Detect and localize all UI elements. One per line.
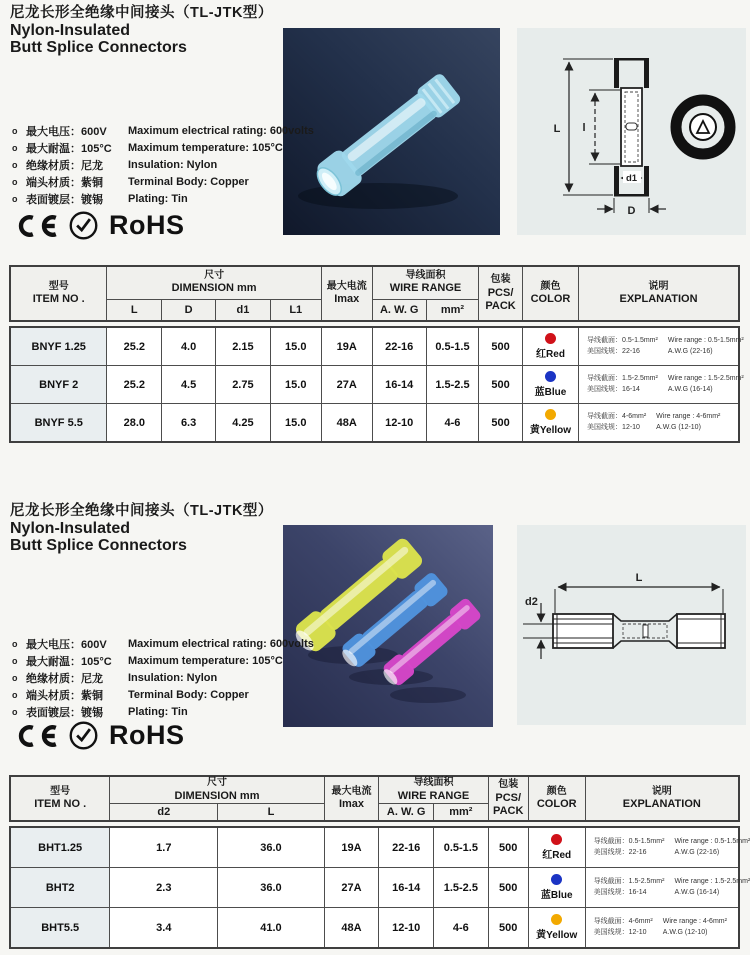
section-title	[10, 504, 273, 554]
spec-english: Terminal Body: Copper	[128, 175, 249, 188]
col-explanation: 说明 EXPLANATION	[585, 776, 739, 821]
col-wire-range: 导线面积 WIRE RANGE	[379, 776, 488, 803]
value-cell: 27A	[321, 366, 372, 404]
spec-english: Insulation: Nylon	[128, 158, 218, 171]
value-cell: 2.75	[216, 366, 271, 404]
explanation-text	[586, 917, 738, 938]
spec-table-area	[9, 775, 750, 949]
spec-list	[12, 122, 314, 207]
value-cell: 500	[488, 827, 528, 868]
explanation-line: Wire range : 4-6mm²	[656, 413, 721, 420]
value-cell: 1.5-2.5	[426, 366, 478, 404]
bullet-icon: o	[12, 672, 18, 683]
item-no-cell: BNYF 5.5	[10, 404, 107, 443]
title-english-line2: Butt Splice Connectors	[10, 38, 187, 56]
spec-row	[12, 139, 314, 156]
color-name: 蓝Blue	[534, 387, 567, 398]
explanation-line: Wire range : 1.5-2.5mm²	[674, 878, 750, 886]
bullet-icon: o	[12, 176, 18, 187]
spec-row	[12, 686, 314, 703]
value-cell: 15.0	[270, 404, 321, 443]
value-cell: 22-16	[372, 327, 426, 366]
spec-row	[12, 652, 314, 669]
svg-text:d2: d2	[525, 596, 538, 608]
explanation-column	[674, 877, 750, 898]
spec-list	[12, 635, 314, 720]
value-cell: 27A	[324, 868, 379, 908]
explanation-column	[663, 917, 727, 938]
spec-english: Maximum temperature: 105°C	[128, 141, 283, 154]
explanation-line: Wire range : 0.5-1.5mm²	[667, 337, 744, 344]
product-photo	[283, 525, 493, 727]
col-explanation: 说明 EXPLANATION	[579, 266, 739, 321]
color-cell	[528, 827, 585, 868]
value-cell: 48A	[321, 404, 372, 443]
butt-splice-photo-illustration	[283, 28, 500, 235]
value-cell: 16-14	[372, 366, 426, 404]
explanation-line: A.W.G (12-10)	[656, 423, 701, 431]
explanation-line: A.W.G (16-14)	[667, 385, 713, 393]
explanation-line: 美国线规：22-16	[593, 848, 647, 856]
explanation-text	[586, 837, 750, 858]
value-cell: 500	[479, 327, 523, 366]
svg-text:D: D	[627, 205, 636, 217]
explanation-column	[674, 837, 750, 858]
spec-chinese: 最大耐温：105°C	[26, 655, 112, 668]
value-cell: 1.7	[110, 827, 218, 868]
bullet-icon: o	[12, 193, 18, 204]
col-item-no: 型号 ITEM NO .	[10, 266, 107, 321]
dimension-diagram	[517, 525, 746, 725]
value-cell: 4.25	[216, 404, 271, 443]
value-cell: 22-16	[379, 827, 434, 868]
item-no-cell: BHT5.5	[10, 908, 110, 949]
explanation-cell	[585, 827, 750, 868]
color-name: 红Red	[542, 850, 572, 862]
color-cell	[522, 327, 578, 366]
explanation-line: A.W.G (16-14)	[674, 888, 720, 896]
explanation-cell	[585, 908, 739, 949]
value-cell: 28.0	[107, 404, 162, 443]
table-body	[9, 326, 744, 443]
subcol-awg: A. W. G	[372, 299, 426, 321]
table-header	[9, 265, 740, 322]
explanation-line: Wire range : 0.5-1.5mm²	[674, 838, 750, 846]
col-color: 颜色 COLOR	[522, 266, 578, 321]
explanation-line: Wire range : 4-6mm²	[662, 918, 727, 926]
explanation-line: Wire range : 1.5-2.5mm²	[667, 375, 744, 382]
spec-row	[12, 669, 314, 686]
col-color: 颜色 COLOR	[528, 776, 585, 821]
col-item-no: 型号 ITEM NO .	[10, 776, 110, 821]
table-row	[10, 827, 739, 868]
spec-row	[12, 635, 314, 652]
title-english-line1: Nylon-Insulated	[10, 21, 131, 39]
color-name: 红Red	[536, 349, 565, 360]
spec-chinese: 端头材质：紫铜	[26, 176, 103, 189]
col-pack: 包装 PCS/ PACK	[488, 776, 528, 821]
spec-row	[12, 173, 314, 190]
value-cell: 500	[488, 908, 528, 949]
spec-chinese: 最大电压：600V	[26, 125, 107, 138]
item-no-cell: BNYF 2	[10, 366, 107, 404]
explanation-text	[586, 877, 750, 898]
table-row	[10, 327, 739, 366]
svg-text:L: L	[553, 123, 561, 135]
table-row	[10, 404, 739, 443]
explanation-column	[668, 374, 744, 395]
subcol-L1: L1	[270, 299, 321, 321]
explanation-line: 导线截面：1.5-2.5mm²	[587, 375, 658, 382]
value-cell: 36.0	[218, 827, 324, 868]
explanation-line: 导线截面：0.5-1.5mm²	[593, 838, 665, 846]
color-dot-icon	[545, 333, 556, 344]
subcol-mm2: mm²	[426, 299, 478, 321]
value-cell: 2.15	[216, 327, 271, 366]
col-imax: 最大电流 Imax	[321, 266, 372, 321]
value-cell: 25.2	[107, 327, 162, 366]
value-cell: 12-10	[372, 404, 426, 443]
value-cell: 0.5-1.5	[434, 827, 489, 868]
explanation-column	[587, 374, 658, 395]
title-english-line1: Nylon-Insulated	[10, 519, 131, 537]
explanation-line: 美国线规：16-14	[587, 385, 640, 393]
connector-technical-drawing	[517, 28, 746, 235]
subcol-L: L	[218, 803, 324, 821]
value-cell: 500	[479, 404, 523, 443]
connector-technical-drawing	[517, 525, 746, 725]
value-cell: 1.5-2.5	[434, 868, 489, 908]
value-cell: 12-10	[379, 908, 434, 949]
svg-text:l: l	[582, 122, 586, 134]
spec-chinese: 端头材质：紫铜	[26, 689, 103, 702]
subcol-D: D	[162, 299, 216, 321]
bullet-icon: o	[12, 638, 18, 649]
col-imax: 最大电流 Imax	[324, 776, 379, 821]
rohs-logo: RoHS	[109, 720, 185, 750]
explanation-line: 美国线规：12-10	[593, 928, 647, 936]
color-cell	[528, 868, 585, 908]
value-cell: 48A	[324, 908, 379, 949]
butt-splice-photo-illustration	[283, 525, 493, 727]
explanation-cell	[585, 868, 750, 908]
spec-english: Insulation: Nylon	[128, 671, 218, 684]
bullet-icon: o	[12, 706, 18, 717]
ce-logo-icon	[12, 211, 58, 241]
table-row	[10, 868, 739, 908]
col-wire-range: 导线面积 WIRE RANGE	[372, 266, 478, 299]
value-cell: 3.4	[110, 908, 218, 949]
ce-logo-icon	[12, 721, 58, 751]
color-dot-icon	[545, 409, 556, 420]
color-dot-icon	[545, 371, 556, 382]
spec-chinese: 表面镀层：镀锡	[26, 193, 103, 206]
spec-row	[12, 156, 314, 173]
explanation-line: 导线截面：1.5-2.5mm²	[593, 878, 665, 886]
spec-row	[12, 703, 314, 720]
color-dot-icon	[551, 834, 562, 845]
explanation-cell	[579, 327, 744, 366]
value-cell: 16-14	[379, 868, 434, 908]
explanation-line: 美国线规：22-16	[587, 347, 640, 355]
explanation-cell	[579, 404, 739, 443]
explanation-text	[579, 336, 744, 357]
spec-english: Plating: Tin	[128, 705, 188, 718]
explanation-line: A.W.G (12-10)	[662, 928, 708, 936]
certification-logos	[12, 210, 185, 241]
explanation-column	[587, 412, 646, 433]
explanation-column	[656, 412, 720, 433]
value-cell: 4-6	[426, 404, 478, 443]
spec-english: Maximum electrical rating: 600volts	[128, 637, 314, 650]
value-cell: 4.5	[162, 366, 216, 404]
bullet-icon: o	[12, 655, 18, 666]
color-dot-icon	[551, 874, 562, 885]
color-cell	[522, 366, 578, 404]
table-row	[10, 908, 739, 949]
dimension-diagram	[517, 28, 746, 235]
value-cell: 2.3	[110, 868, 218, 908]
item-no-cell: BHT1.25	[10, 827, 110, 868]
color-cell	[528, 908, 585, 949]
spec-english: Maximum electrical rating: 600volts	[128, 124, 314, 137]
col-dimension: 尺寸 DIMENSION mm	[107, 266, 321, 299]
value-cell: 6.3	[162, 404, 216, 443]
spec-english: Maximum temperature: 105°C	[128, 654, 283, 667]
col-dimension: 尺寸 DIMENSION mm	[110, 776, 324, 803]
value-cell: 25.2	[107, 366, 162, 404]
value-cell: 4-6	[434, 908, 489, 949]
spec-chinese: 最大电压：600V	[26, 638, 107, 651]
spec-english: Plating: Tin	[128, 192, 188, 205]
spec-english: Terminal Body: Copper	[128, 688, 249, 701]
product-section-bnyf	[0, 0, 750, 470]
bullet-icon: o	[12, 125, 18, 136]
subcol-mm2: mm²	[434, 803, 489, 821]
explanation-line: 导线截面：4-6mm²	[587, 413, 647, 420]
value-cell: 4.0	[162, 327, 216, 366]
color-cell	[522, 404, 578, 443]
explanation-cell	[579, 366, 744, 404]
cert-circle-icon	[68, 720, 99, 751]
subcol-d2: d2	[110, 803, 218, 821]
subcol-awg: A. W. G	[379, 803, 434, 821]
color-name: 黄Yellow	[536, 930, 578, 942]
product-photo	[283, 28, 500, 235]
explanation-column	[668, 336, 744, 357]
section-title	[10, 6, 273, 56]
item-no-cell: BNYF 1.25	[10, 327, 107, 366]
svg-text:L: L	[635, 572, 643, 584]
explanation-column	[594, 917, 653, 938]
explanation-text	[579, 374, 744, 395]
table-body	[9, 826, 750, 949]
explanation-line: 导线截面：4-6mm²	[593, 918, 653, 926]
value-cell: 0.5-1.5	[426, 327, 478, 366]
explanation-line: 导线截面：0.5-1.5mm²	[587, 337, 658, 344]
product-section-bht	[0, 492, 750, 955]
explanation-line: A.W.G (22-16)	[667, 347, 713, 355]
certification-logos	[12, 720, 185, 751]
title-chinese: 尼龙长形全绝缘中间接头（TL-JTK型）	[10, 503, 273, 519]
value-cell: 500	[488, 868, 528, 908]
spec-chinese: 表面镀层：镀锡	[26, 706, 103, 719]
explanation-column	[594, 837, 665, 858]
subcol-L: L	[107, 299, 162, 321]
value-cell: 19A	[321, 327, 372, 366]
subcol-d1: d1	[216, 299, 271, 321]
explanation-line: 美国线规：16-14	[593, 888, 647, 896]
cert-circle-icon	[68, 210, 99, 241]
col-pack: 包装 PCS/ PACK	[479, 266, 523, 321]
explanation-column	[594, 877, 665, 898]
color-name: 黄Yellow	[529, 425, 572, 436]
bullet-icon: o	[12, 689, 18, 700]
title-english-line2: Butt Splice Connectors	[10, 536, 187, 554]
spec-row	[12, 190, 314, 207]
color-name: 蓝Blue	[540, 890, 573, 902]
value-cell: 15.0	[270, 327, 321, 366]
spec-row	[12, 122, 314, 139]
value-cell: 500	[479, 366, 523, 404]
spec-chinese: 绝缘材质：尼龙	[26, 159, 103, 172]
value-cell: 41.0	[218, 908, 324, 949]
bullet-icon: o	[12, 142, 18, 153]
value-cell: 15.0	[270, 366, 321, 404]
color-dot-icon	[551, 914, 562, 925]
explanation-line: 美国线规：12-10	[587, 423, 640, 431]
explanation-line: A.W.G (22-16)	[674, 848, 720, 856]
spec-chinese: 绝缘材质：尼龙	[26, 672, 103, 685]
explanation-text	[579, 412, 738, 433]
title-chinese: 尼龙长形全绝缘中间接头（TL-JTK型）	[10, 5, 273, 21]
rohs-logo: RoHS	[109, 210, 185, 240]
value-cell: 19A	[324, 827, 379, 868]
bullet-icon: o	[12, 159, 18, 170]
table-row	[10, 366, 739, 404]
spec-chinese: 最大耐温：105°C	[26, 142, 112, 155]
spec-table-area	[9, 265, 744, 443]
table-header	[9, 775, 740, 822]
item-no-cell: BHT2	[10, 868, 110, 908]
value-cell: 36.0	[218, 868, 324, 908]
svg-text:d1: d1	[625, 173, 638, 184]
explanation-column	[587, 336, 658, 357]
